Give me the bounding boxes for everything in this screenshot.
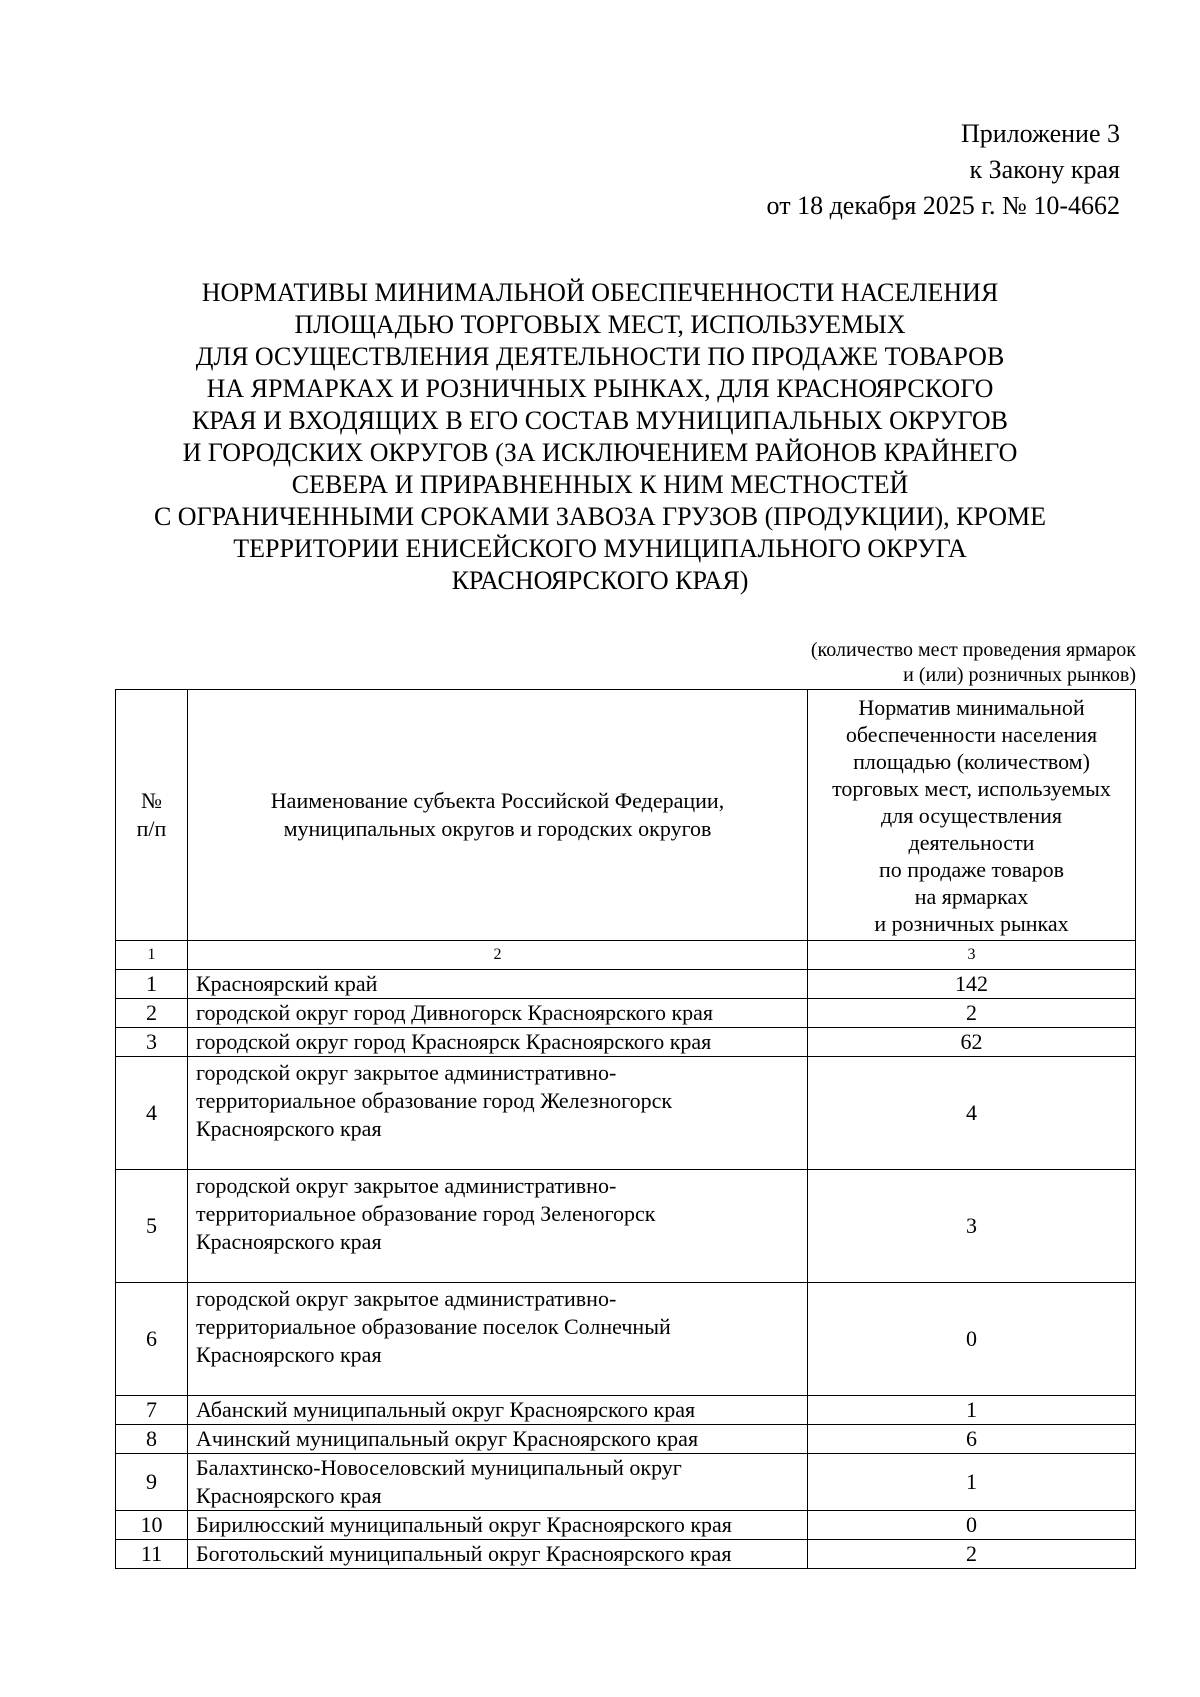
row-name-line: Красноярского края (196, 1229, 382, 1254)
table-row (116, 970, 1136, 999)
row-number: 8 (116, 1425, 188, 1454)
row-name-line: Абанский муниципальный округ Красноярского края (196, 1397, 696, 1422)
units-note-line: и (или) розничных рынков) (903, 664, 1136, 686)
row-name (188, 1511, 808, 1540)
row-value: 4 (808, 1057, 1136, 1170)
table-header-row (116, 690, 1136, 941)
title-line: ПЛОЩАДЬЮ ТОРГОВЫХ МЕСТ, ИСПОЛЬЗУЕМЫХ (294, 310, 906, 339)
title-line: ДЛЯ ОСУЩЕСТВЛЕНИЯ ДЕЯТЕЛЬНОСТИ ПО ПРОДАЖЕ ТОВАРОВ (195, 342, 1005, 371)
table-row (116, 1511, 1136, 1540)
row-name-line: Бирилюсский муниципальный округ Красноярского края (196, 1512, 732, 1537)
row-name-line: Красноярского края (196, 1342, 382, 1367)
document-title (100, 277, 1100, 597)
table-row (116, 1028, 1136, 1057)
title-line: НА ЯРМАРКАХ И РОЗНИЧНЫХ РЫНКАХ, ДЛЯ КРАСНОЯРСКОГО (206, 374, 994, 403)
row-name (188, 1170, 808, 1283)
header-value-line: по продаже товаров (878, 856, 1065, 882)
row-value: 0 (808, 1283, 1136, 1396)
row-name (188, 1425, 808, 1454)
row-name-line: территориальное образование поселок Солнечный (196, 1314, 671, 1339)
header-number-label: п/п (136, 816, 167, 841)
title-line: С ОГРАНИЧЕННЫМИ СРОКАМИ ЗАВОЗА ГРУЗОВ (ПРОДУКЦИИ), КРОМЕ (153, 502, 1047, 531)
header-name (188, 690, 808, 941)
row-value: 142 (808, 970, 1136, 999)
header-name-line: муниципальных округов и городских округов (283, 816, 712, 841)
row-number: 9 (116, 1454, 188, 1511)
header-value-line: для осуществления (881, 802, 1062, 828)
row-value: 6 (808, 1425, 1136, 1454)
table-row (116, 1396, 1136, 1425)
header-value-line: торговых мест, используемых (832, 775, 1111, 801)
row-name (188, 1454, 808, 1511)
row-name-line: городской округ закрытое административно- (196, 1060, 617, 1085)
appendix-law-date: от 18 декабря 2025 г. № 10-4662 (766, 191, 1120, 220)
row-name-line: городской округ закрытое административно- (196, 1286, 617, 1311)
table-row (116, 1283, 1136, 1396)
title-line: КРАЯ И ВХОДЯЩИХ В ЕГО СОСТАВ МУНИЦИПАЛЬНЫХ ОКРУГОВ (191, 406, 1009, 435)
table-row (116, 1170, 1136, 1283)
row-name-line: территориальное образование город Железногорск (196, 1088, 673, 1113)
row-value: 2 (808, 1540, 1136, 1569)
row-number: 1 (116, 970, 188, 999)
column-number: 3 (808, 941, 1136, 970)
header-value-line: и розничных рынках (874, 910, 1069, 936)
row-name (188, 1028, 808, 1057)
row-name-line: Красноярского края (196, 1116, 382, 1141)
header-value-line: обеспеченности населения (845, 721, 1098, 747)
header-value-line: деятельности (908, 829, 1035, 855)
header-value-line: Норматив минимальной (858, 694, 1085, 720)
units-note-line: (количество мест проведения ярмарок (810, 639, 1136, 661)
header-value-line: площадью (количеством) (853, 748, 1090, 774)
row-number: 11 (116, 1540, 188, 1569)
row-name-line: Балахтинско-Новоселовский муниципальный округ (196, 1455, 682, 1480)
row-name (188, 1057, 808, 1170)
row-value: 1 (808, 1396, 1136, 1425)
row-name-line: Красноярский край (196, 971, 378, 996)
title-line: СЕВЕРА И ПРИРАВНЕННЫХ К НИМ МЕСТНОСТЕЙ (291, 470, 909, 499)
row-value: 2 (808, 999, 1136, 1028)
row-number: 3 (116, 1028, 188, 1057)
row-value: 3 (808, 1170, 1136, 1283)
units-note (811, 638, 1136, 688)
appendix-law-ref: к Закону края (969, 155, 1120, 184)
table-row (116, 1057, 1136, 1170)
header-value (808, 690, 1136, 941)
table-row (116, 1540, 1136, 1569)
row-number: 5 (116, 1170, 188, 1283)
title-line: И ГОРОДСКИХ ОКРУГОВ (ЗА ИСКЛЮЧЕНИЕМ РАЙОНОВ КРАЙНЕГО (182, 438, 1018, 467)
row-value: 0 (808, 1511, 1136, 1540)
row-value: 62 (808, 1028, 1136, 1057)
column-number: 2 (188, 941, 808, 970)
row-number: 10 (116, 1511, 188, 1540)
row-name-line: Боготольский муниципальный округ Красноярского края (196, 1541, 732, 1566)
row-name (188, 1540, 808, 1569)
table-row (116, 999, 1136, 1028)
row-name-line: городской округ город Красноярск Красноярского края (196, 1029, 712, 1054)
appendix-number: Приложение 3 (960, 119, 1120, 148)
row-name (188, 1283, 808, 1396)
row-number: 2 (116, 999, 188, 1028)
title-line: ТЕРРИТОРИИ ЕНИСЕЙСКОГО МУНИЦИПАЛЬНОГО ОКРУГА (233, 534, 967, 563)
row-value: 1 (808, 1454, 1136, 1511)
column-number-row (116, 941, 1136, 970)
row-name (188, 999, 808, 1028)
appendix-reference (767, 116, 1120, 224)
header-number-sign: № (141, 788, 162, 813)
header-name-line: Наименование субъекта Российской Федерации, (270, 788, 725, 813)
row-number: 7 (116, 1396, 188, 1425)
column-number: 1 (116, 941, 188, 970)
norms-table (115, 689, 1136, 1569)
row-name (188, 970, 808, 999)
header-value-line: на ярмарках (914, 883, 1029, 909)
row-name-line: городской округ закрытое административно- (196, 1173, 617, 1198)
row-number: 6 (116, 1283, 188, 1396)
title-line: КРАСНОЯРСКОГО КРАЯ) (451, 566, 749, 595)
title-line: НОРМАТИВЫ МИНИМАЛЬНОЙ ОБЕСПЕЧЕННОСТИ НАСЕЛЕНИЯ (201, 278, 999, 307)
row-name-line: территориальное образование город Зеленогорск (196, 1201, 656, 1226)
table-row (116, 1425, 1136, 1454)
header-number (116, 690, 188, 941)
row-name (188, 1396, 808, 1425)
row-name-line: городской округ город Дивногорск Красноярского края (196, 1000, 714, 1025)
table-row (116, 1454, 1136, 1511)
row-number: 4 (116, 1057, 188, 1170)
row-name-line: Ачинский муниципальный округ Красноярского края (196, 1426, 699, 1451)
row-name-line: Красноярского края (196, 1483, 382, 1508)
